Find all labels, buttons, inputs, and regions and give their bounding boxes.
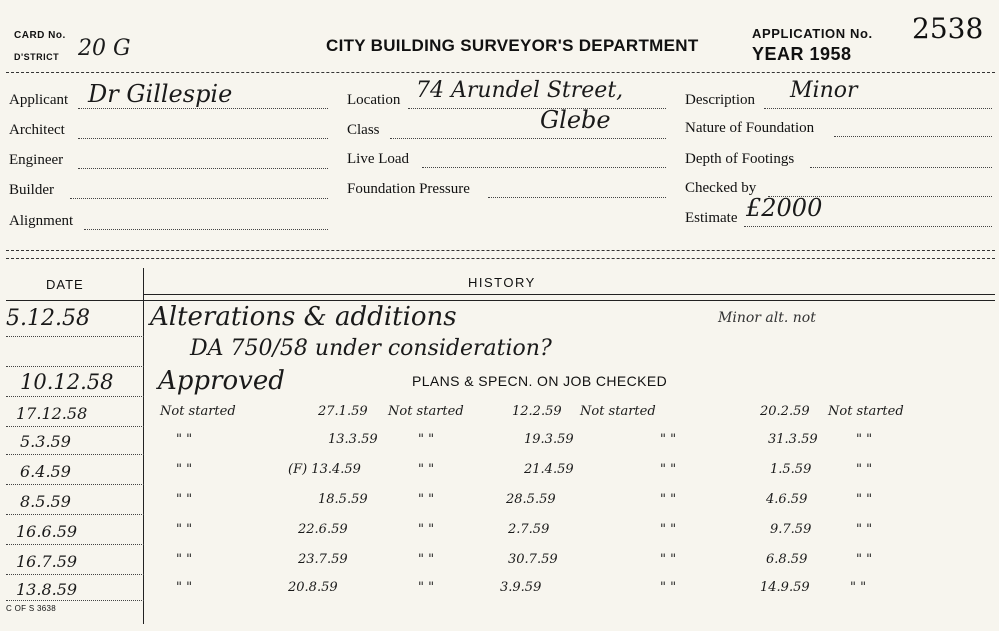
estimate-label: Estimate bbox=[685, 210, 738, 226]
entry-text: Approved bbox=[158, 366, 285, 396]
estimate-value: £2000 bbox=[746, 194, 823, 222]
location-label: Location bbox=[347, 92, 401, 108]
inspection-date-3: 2.7.59 bbox=[508, 522, 550, 537]
entry-date: 5.12.58 bbox=[6, 306, 90, 331]
date-column-header: DATE bbox=[46, 277, 84, 292]
inspection-date-2: 20.8.59 bbox=[288, 580, 338, 595]
inspection-date-2: (F) 13.4.59 bbox=[288, 462, 361, 477]
inspection-date: 5.3.59 bbox=[20, 432, 71, 451]
inspection-date-3: 30.7.59 bbox=[508, 552, 558, 567]
live-load-label: Live Load bbox=[347, 151, 410, 167]
engineer-label: Engineer bbox=[9, 152, 64, 168]
inspection-date-2: 22.6.59 bbox=[298, 522, 348, 537]
inspection-status-4: " " bbox=[850, 580, 867, 595]
depth-of-footings-label: Depth of Footings bbox=[685, 151, 795, 167]
inspection-date-4: 6.8.59 bbox=[766, 552, 808, 567]
plans-checked-stamp: PLANS & SPECN. ON JOB CHECKED bbox=[412, 373, 668, 389]
inspection-status-3: " " bbox=[660, 522, 677, 537]
inspection-date-2: 23.7.59 bbox=[298, 552, 348, 567]
description-label: Description bbox=[685, 92, 755, 108]
inspection-date: 16.6.59 bbox=[16, 522, 78, 541]
inspection-date: 6.4.59 bbox=[20, 462, 71, 481]
inspection-status: " " bbox=[176, 552, 193, 567]
inspection-date-4: 4.6.59 bbox=[766, 492, 808, 507]
inspection-status-2: " " bbox=[418, 462, 435, 477]
location-value: 74 Arundel Street, bbox=[416, 78, 624, 103]
inspection-status-4: " " bbox=[856, 522, 873, 537]
inspection-date-4: 20.2.59 bbox=[760, 404, 810, 419]
inspection-status: Not started bbox=[160, 404, 236, 419]
card-no-value: 20 G bbox=[78, 36, 131, 61]
inspection-status-4: " " bbox=[856, 432, 873, 447]
inspection-status-2: Not started bbox=[388, 404, 464, 419]
inspection-status: " " bbox=[176, 492, 193, 507]
inspection-status-3: Not started bbox=[580, 404, 656, 419]
inspection-status-2: " " bbox=[418, 552, 435, 567]
inspection-date-3: 12.2.59 bbox=[512, 404, 562, 419]
inspection-date-2: 27.1.59 bbox=[318, 404, 368, 419]
alignment-label: Alignment bbox=[9, 213, 74, 229]
entry-text: DA 750/58 under consideration? bbox=[190, 336, 552, 361]
year: YEAR 1958 bbox=[752, 44, 852, 64]
form-code: C OF S 3638 bbox=[6, 604, 56, 613]
nature-of-foundation-label: Nature of Foundation bbox=[685, 120, 815, 136]
inspection-date: 16.7.59 bbox=[16, 552, 78, 571]
foundation-pressure-label: Foundation Pressure bbox=[347, 181, 470, 197]
inspection-status-4: " " bbox=[856, 552, 873, 567]
inspection-status-4: Not started bbox=[828, 404, 904, 419]
entry-note: Minor alt. not bbox=[718, 310, 816, 326]
inspection-date-4: 9.7.59 bbox=[770, 522, 812, 537]
inspection-date-4: 1.5.59 bbox=[770, 462, 812, 477]
application-number: 2538 bbox=[912, 12, 984, 45]
inspection-date-3: 28.5.59 bbox=[506, 492, 556, 507]
inspection-status: " " bbox=[176, 522, 193, 537]
class-label: Class bbox=[347, 122, 380, 138]
description-value: Minor bbox=[790, 78, 858, 103]
inspection-status-3: " " bbox=[660, 432, 677, 447]
builder-label: Builder bbox=[9, 182, 54, 198]
district-label: D'STRICT bbox=[14, 52, 60, 62]
inspection-date: 17.12.58 bbox=[16, 404, 88, 423]
inspection-status-4: " " bbox=[856, 492, 873, 507]
entry-text: Alterations & additions bbox=[150, 302, 457, 332]
applicant-label: Applicant bbox=[9, 92, 69, 108]
inspection-date-3: 19.3.59 bbox=[524, 432, 574, 447]
inspection-status: " " bbox=[176, 580, 193, 595]
inspection-date: 13.8.59 bbox=[16, 580, 78, 599]
inspection-status-3: " " bbox=[660, 552, 677, 567]
inspection-date-4: 14.9.59 bbox=[760, 580, 810, 595]
entry-date: 10.12.58 bbox=[20, 370, 114, 394]
inspection-status: " " bbox=[176, 462, 193, 477]
architect-label: Architect bbox=[9, 122, 65, 138]
inspection-status-4: " " bbox=[856, 462, 873, 477]
inspection-status: " " bbox=[176, 432, 193, 447]
inspection-date-3: 21.4.59 bbox=[524, 462, 574, 477]
checked-by-label: Checked by bbox=[685, 180, 757, 196]
applicant-value: Dr Gillespie bbox=[88, 80, 233, 108]
inspection-date-3: 3.9.59 bbox=[500, 580, 542, 595]
history-column-header: HISTORY bbox=[468, 275, 536, 290]
inspection-status-3: " " bbox=[660, 462, 677, 477]
inspection-status-2: " " bbox=[418, 432, 435, 447]
inspection-date-2: 13.3.59 bbox=[328, 432, 378, 447]
card-no-label: CARD No. bbox=[14, 30, 66, 41]
inspection-date-2: 18.5.59 bbox=[318, 492, 368, 507]
inspection-date: 8.5.59 bbox=[20, 492, 71, 511]
location-suburb-value: Glebe bbox=[540, 106, 611, 134]
inspection-status-3: " " bbox=[660, 492, 677, 507]
inspection-status-2: " " bbox=[418, 522, 435, 537]
department-title: CITY BUILDING SURVEYOR'S DEPARTMENT bbox=[326, 36, 699, 55]
inspection-status-3: " " bbox=[660, 580, 677, 595]
application-label: APPLICATION No. bbox=[752, 26, 873, 41]
inspection-status-2: " " bbox=[418, 492, 435, 507]
inspection-date-4: 31.3.59 bbox=[768, 432, 818, 447]
inspection-status-2: " " bbox=[418, 580, 435, 595]
